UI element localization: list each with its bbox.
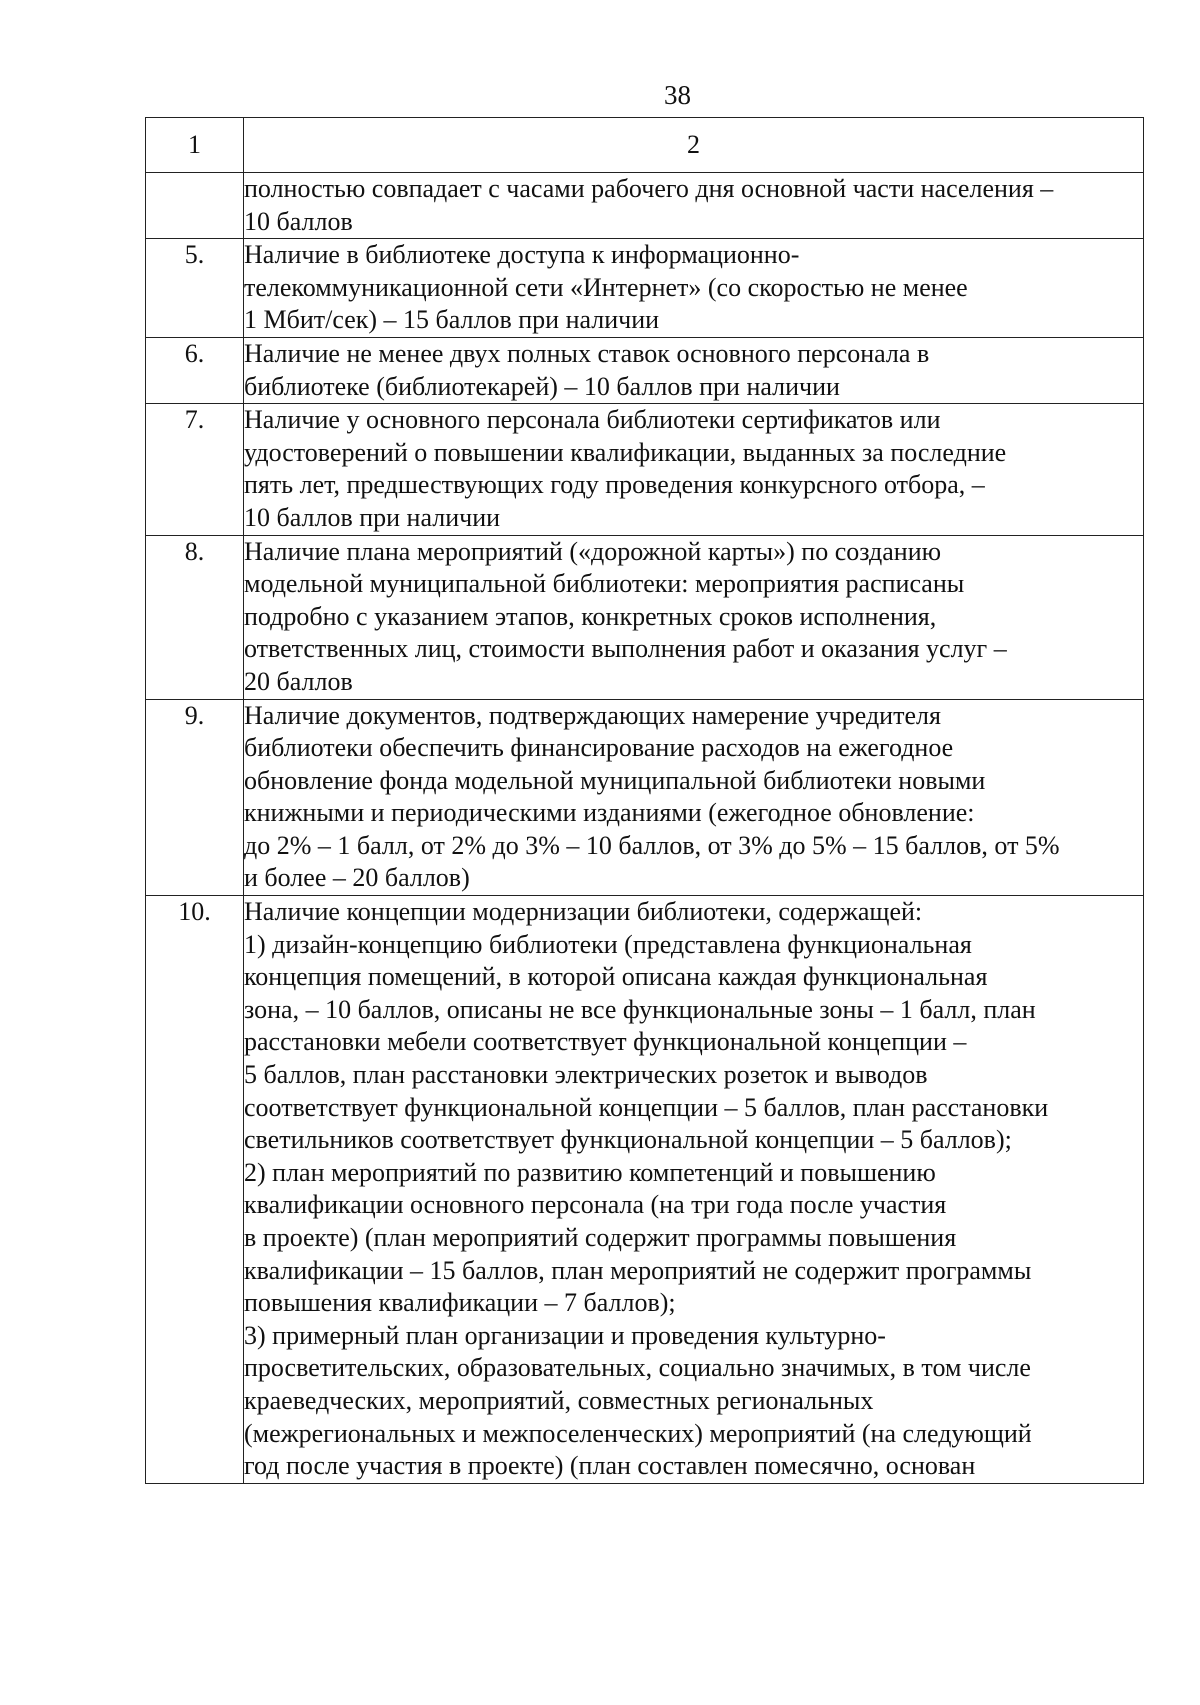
row-number: 10.: [146, 896, 244, 1484]
text-line: обновление фонда модельной муниципальной библиотеки новыми: [244, 765, 986, 795]
text-line: Наличие в библиотеке доступа к информационно-: [244, 240, 800, 270]
text-line: 2) план мероприятий по развитию компетенций и повышению: [244, 1157, 936, 1187]
text-line: книжными и периодическими изданиями (ежегодное обновление:: [244, 798, 975, 828]
table-header-row: [146, 118, 1144, 173]
row-number: [146, 173, 244, 239]
text-line: 20 баллов: [244, 666, 353, 696]
row-number: 7.: [146, 404, 244, 535]
text-line: просветительских, образовательных, социально значимых, в том числе: [244, 1353, 1031, 1383]
row-number: 8.: [146, 535, 244, 699]
row-text: [244, 535, 1144, 699]
text-line: Наличие у основного персонала библиотеки сертификатов или: [244, 405, 941, 435]
text-line: 5 баллов, план расстановки электрических розеток и выводов: [244, 1060, 928, 1090]
row-text: [244, 337, 1144, 403]
page-number: 38: [664, 80, 691, 110]
text-line: модельной муниципальной библиотеки: мероприятия расписаны: [244, 569, 965, 599]
text-line: удостоверений о повышении квалификации, выданных за последние: [244, 437, 1007, 467]
text-line: 3) примерный план организации и проведения культурно-: [244, 1320, 886, 1350]
text-line: Наличие концепции модернизации библиотеки, содержащей:: [244, 897, 923, 927]
table-row: [146, 239, 1144, 338]
text-line: (межрегиональных и межпоселенческих) мероприятий (на следующий: [244, 1418, 1032, 1448]
text-line: квалификации – 15 баллов, план мероприятий не содержит программы: [244, 1255, 1032, 1285]
text-line: до 2% – 1 балл, от 2% до 3% – 10 баллов, от 3% до 5% – 15 баллов, от 5%: [244, 830, 1060, 860]
column-header-text: 2: [244, 118, 1144, 173]
text-line: краеведческих, мероприятий, совместных региональных: [244, 1385, 874, 1415]
row-number: 9.: [146, 699, 244, 896]
text-line: пять лет, предшествующих году проведения конкурсного отбора, –: [244, 470, 985, 500]
text-line: библиотеки обеспечить финансирование расходов на ежегодное: [244, 733, 954, 763]
text-line: в проекте) (план мероприятий содержит программы повышения: [244, 1223, 957, 1252]
text-line: Наличие плана мероприятий («дорожной карты») по созданию: [244, 536, 942, 566]
text-line: ответственных лиц, стоимости выполнения работ и оказания услуг –: [244, 634, 1007, 664]
table-row: [146, 699, 1144, 896]
text-line: Наличие не менее двух полных ставок основного персонала в: [244, 338, 930, 368]
text-line: полностью совпадает с часами рабочего дня основной части населения –: [244, 174, 1054, 203]
row-number: 6.: [146, 337, 244, 403]
table-row: [146, 173, 1144, 239]
table-row: [146, 337, 1144, 403]
text-line: подробно с указанием этапов, конкретных сроков исполнения,: [244, 601, 937, 631]
text-line: телекоммуникационной сети «Интернет» (со скоростью не менее: [244, 272, 968, 302]
text-line: библиотеке (библиотекарей) – 10 баллов при наличии: [244, 371, 840, 401]
text-line: 10 баллов при наличии: [244, 502, 501, 532]
column-header-number: 1: [146, 118, 244, 173]
row-text: [244, 699, 1144, 896]
row-text: [244, 239, 1144, 338]
text-line: соответствует функциональной концепции – 5 баллов, план расстановки: [244, 1092, 1049, 1122]
text-line: и более – 20 баллов): [244, 863, 470, 893]
text-line: Наличие документов, подтверждающих намерение учредителя: [244, 700, 941, 730]
row-text: [244, 896, 1144, 1484]
criteria-table: [145, 117, 1144, 1484]
text-line: 10 баллов: [244, 206, 353, 236]
text-line: повышения квалификации – 7 баллов);: [244, 1288, 676, 1318]
text-line: 1 Мбит/сек) – 15 баллов при наличии: [244, 305, 660, 335]
text-line: концепция помещений, в которой описана каждая функциональная: [244, 962, 988, 992]
text-line: квалификации основного персонала (на три года после участия: [244, 1190, 947, 1220]
row-text: [244, 404, 1144, 535]
table-body: [146, 173, 1144, 1484]
row-text: [244, 173, 1144, 239]
text-line: зона, – 10 баллов, описаны не все функциональные зоны – 1 балл, план: [244, 994, 1036, 1024]
table-row: [146, 404, 1144, 535]
text-line: год после участия в проекте) (план составлен помесячно, основан: [244, 1451, 976, 1481]
text-line: светильников соответствует функциональной концепции – 5 баллов);: [244, 1125, 1012, 1155]
table-row: [146, 896, 1144, 1484]
row-number: 5.: [146, 239, 244, 338]
text-line: расстановки мебели соответствует функциональной концепции –: [244, 1027, 967, 1057]
text-line: 1) дизайн-концепцию библиотеки (представлена функциональная: [244, 929, 972, 959]
table-row: [146, 535, 1144, 699]
